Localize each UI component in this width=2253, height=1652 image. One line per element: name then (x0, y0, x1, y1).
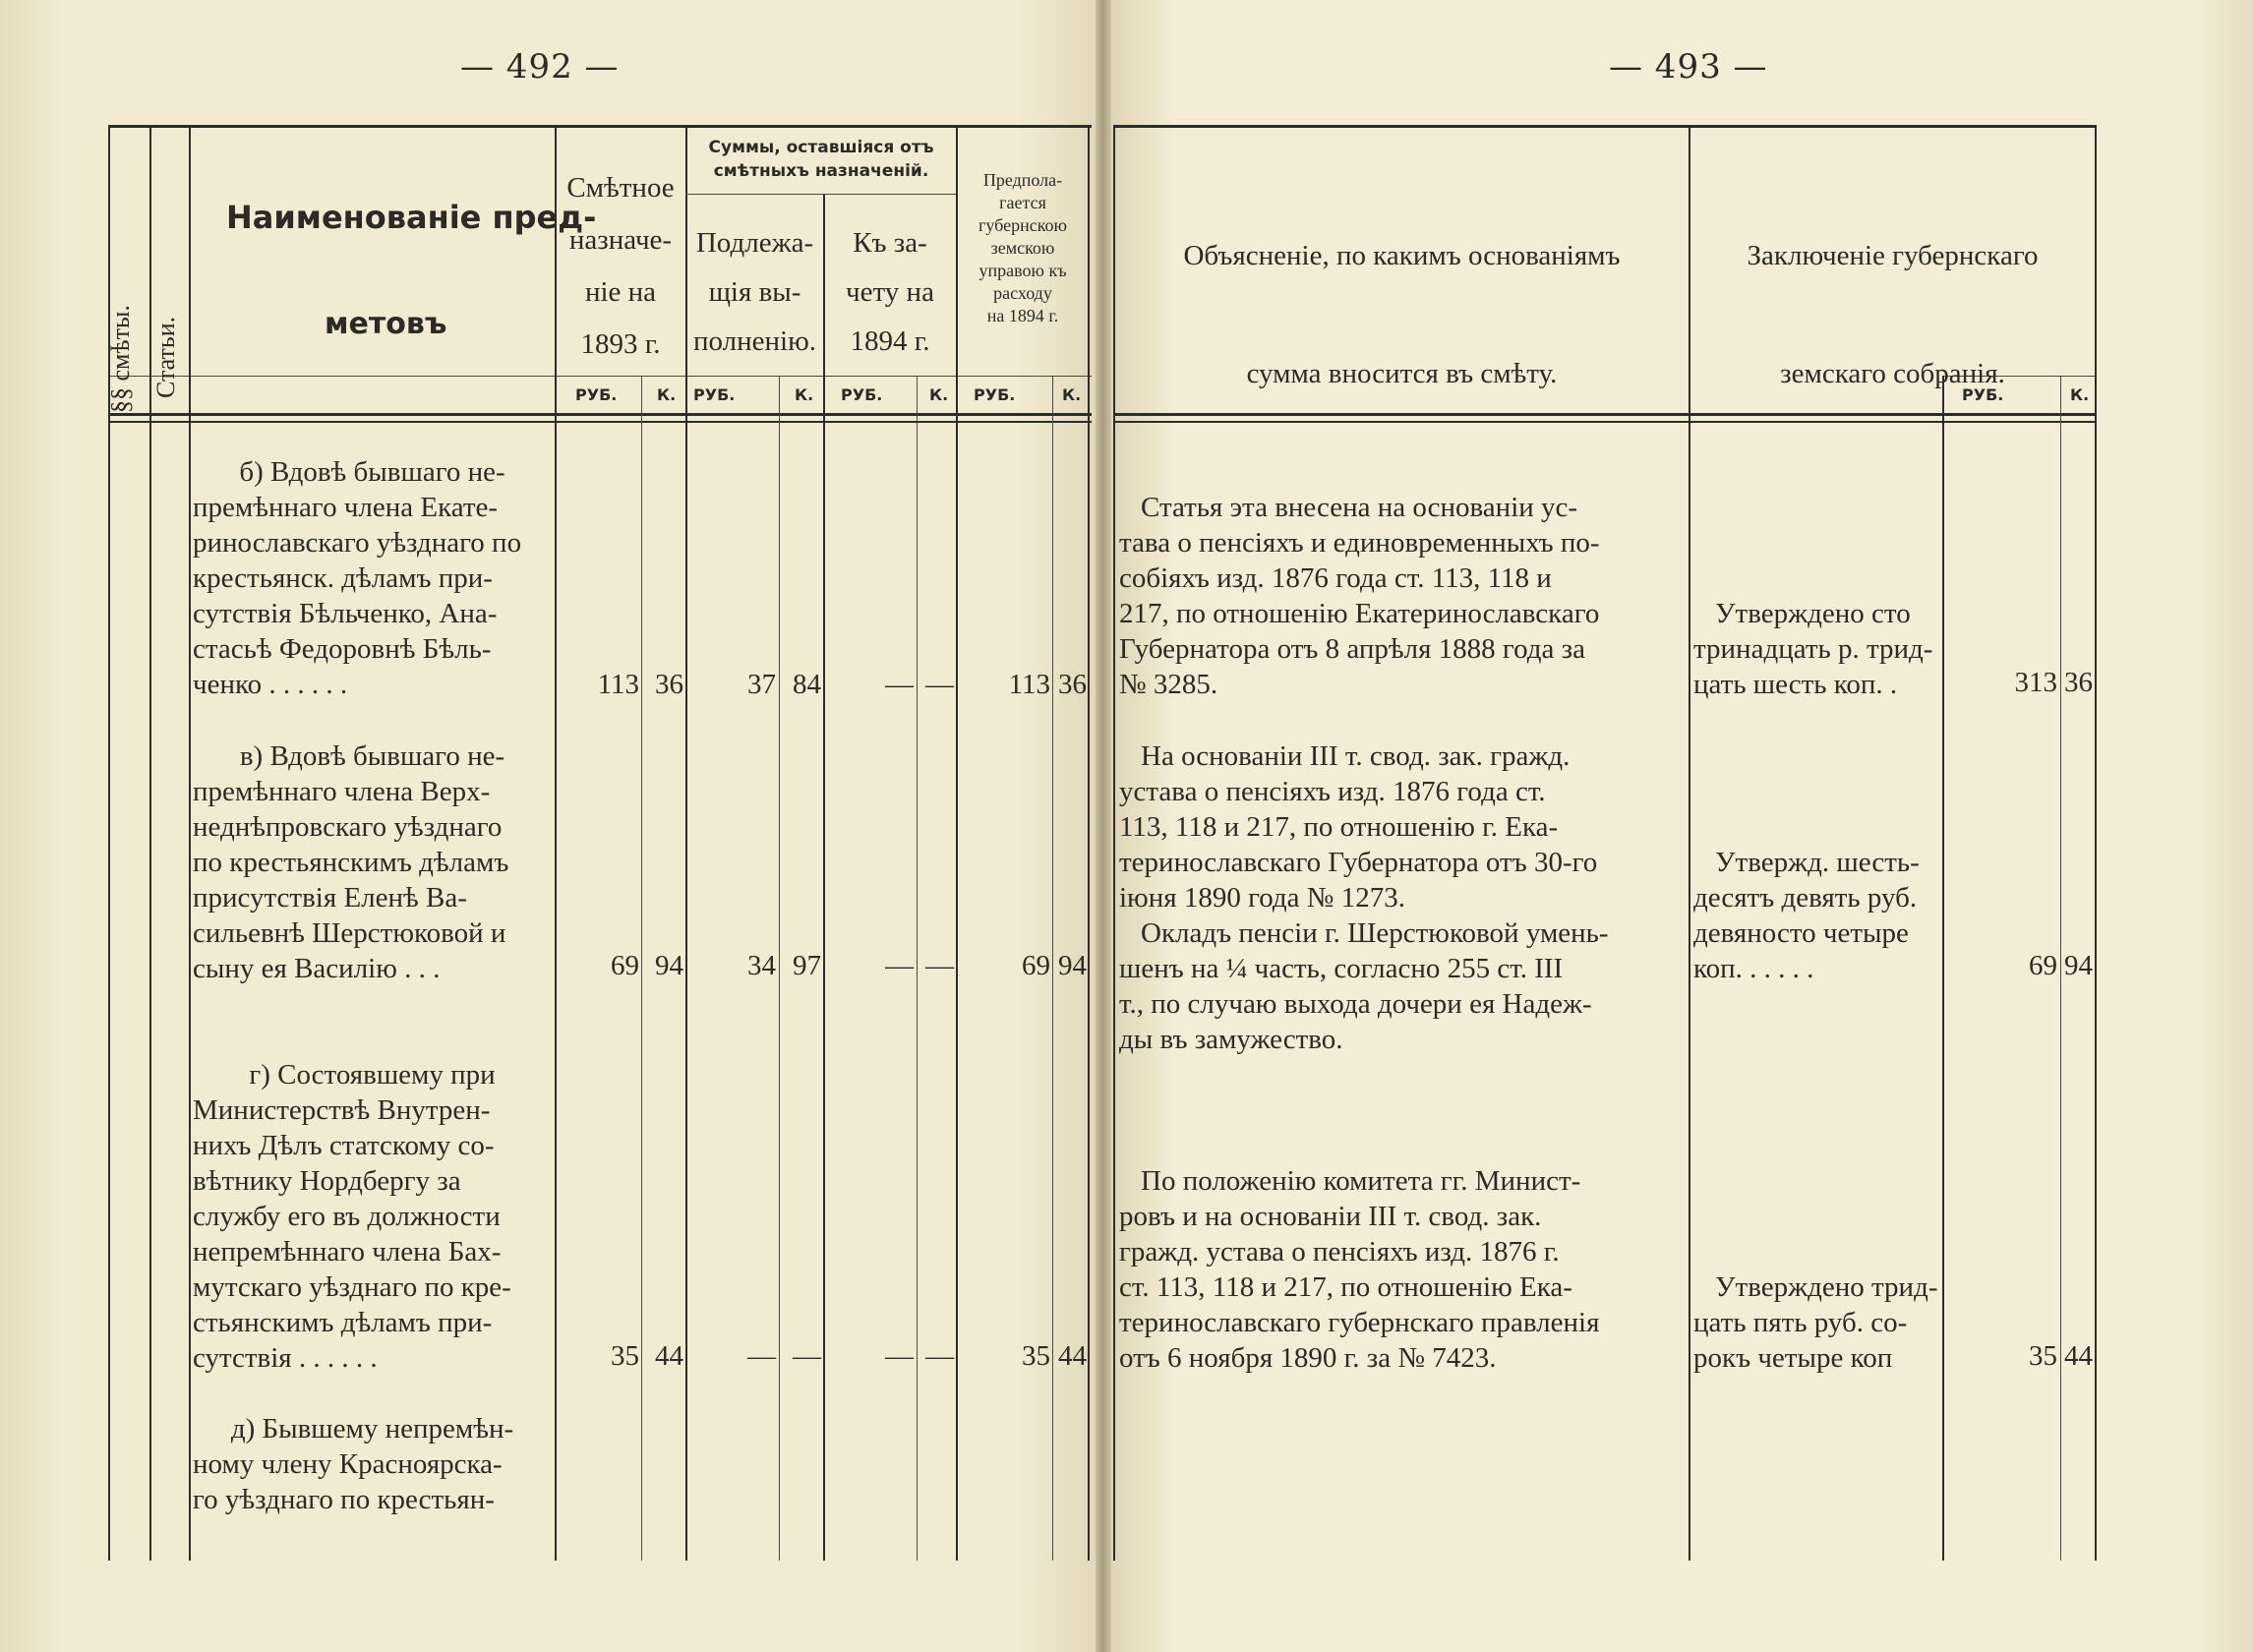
page-number-left: — 492 — (460, 47, 620, 87)
row-b-name: б) Вдовѣ бывшаго не- премѣннаго члена Екате- ринославскаго уѣзднаго по крестьянск. дѣламъ при- сутствія Бѣльченко, Ана- стасьѣ Федоровнѣ Бѣль- ченко . . . . . . (193, 456, 522, 700)
row-b-exec-kop: 84 (793, 669, 821, 700)
row-g-budget-kop: 44 (655, 1340, 683, 1372)
row-b-conclusion: Утверждено сто тринадцать р. трид- цать шесть коп. . (1693, 598, 1933, 700)
row-g-prop-rub: 35 (1022, 1340, 1050, 1372)
row-v-conclusion: Утвержд. шесть- десятъ девять руб. девяносто четыре коп. . . . . . (1693, 847, 1920, 984)
unit-kop: К. (1062, 385, 1082, 404)
row-g-concl-kop: 44 (2064, 1340, 2093, 1372)
row-v-credit-rub: — (885, 950, 914, 981)
row-g-explanation: По положенію комитета гг. Минист- ровъ и на основаніи III т. свод. зак. гражд. устава о пенсіяхъ изд. 1876 г. ст. 113, 118 и 217, по отношенію Ека- теринославскаго губернскаго правленія отъ 6 ноября 1890 г. за № 7423. (1119, 1165, 1600, 1374)
header-explanation: Объясненіе, по какимъ основаніямъ сумма вносится въ смѣту. (1183, 240, 1621, 389)
unit-rub: РУБ. (693, 385, 736, 404)
row-b-concl-kop: 36 (2064, 667, 2093, 698)
header-conclusion: Заключеніе губернскаго земскаго собранія. (1747, 240, 2039, 389)
header-name-line1: Наименованіе пред- (226, 199, 597, 236)
row-v-exec-kop: 97 (793, 950, 821, 981)
header-proposed: Предпола- гается губернскою земскою управою къ расходу на 1894 г. (978, 170, 1067, 325)
unit-kop: К. (2070, 385, 2090, 404)
unit-rub: РУБ. (841, 385, 883, 404)
unit-rub: РУБ. (575, 385, 618, 404)
row-g-prop-kop: 44 (1058, 1340, 1087, 1372)
row-b-explanation: Статья эта внесена на основаніи ус- тава о пенсіяхъ и единовременныхъ по- собіяхъ изд. 1876 года ст. 113, 118 и 217, по отношенію Екатеринославскаго Губернатора отъ 8 апрѣля 1888 года за № 3285. (1119, 492, 1600, 700)
row-v-budget-kop: 94 (655, 950, 683, 981)
row-v-name: в) Вдовѣ бывшаго не- премѣннаго члена Верх- неднѣпровскаго уѣзднаго по крестьянскимъ дѣламъ присутствія Еленѣ Ва- сильевнѣ Шерстюковой и сыну ея Василію . . . (193, 740, 509, 984)
row-v-exec-rub: 34 (747, 950, 776, 981)
row-b-credit-kop: — (925, 669, 954, 700)
row-v-prop-kop: 94 (1058, 950, 1087, 981)
row-v-concl-rub: 69 (2029, 950, 2057, 981)
row-v-credit-kop: — (925, 950, 954, 981)
row-v-concl-kop: 94 (2064, 950, 2093, 981)
row-g-budget-rub: 35 (611, 1340, 639, 1372)
row-d-name: д) Бывшему непремѣн- ному члену Красноярска- го уѣзднаго по крестьян- (193, 1413, 514, 1515)
header-article-col: Статьи. (151, 316, 180, 398)
row-b-concl-rub: 313 (2014, 667, 2057, 698)
header-to-execute: Подлежа- щія вы- полненію. (693, 227, 816, 357)
row-v-budget-rub: 69 (611, 950, 639, 981)
row-g-name: г) Состоявшему при Министерствѣ Внутрен- нихъ Дѣлъ статскому со- вѣтнику Нордбергу за службу его въ должности непремѣннаго члена Бах- мутскаго уѣзднаго по кре- стьянскимъ дѣламъ при- сутствія . . . . . . (193, 1059, 511, 1374)
page-number-right: — 493 — (1609, 47, 1768, 87)
book-spine (1096, 0, 1111, 1652)
unit-kop: К. (795, 385, 814, 404)
header-remaining-group: Суммы, оставшіяся отъ смѣтныхъ назначеній. (708, 138, 934, 181)
unit-kop: К. (929, 385, 949, 404)
unit-rub: РУБ. (1962, 385, 2004, 404)
header-to-credit: Къ за- чету на 1894 г. (846, 227, 934, 357)
row-v-prop-rub: 69 (1022, 950, 1050, 981)
row-g-credit-rub: — (885, 1340, 914, 1372)
header-name-line2: метовъ (325, 307, 447, 341)
row-b-budget-kop: 36 (655, 669, 683, 700)
row-v-explanation: На основаніи III т. свод. зак. гражд. устава о пенсіяхъ изд. 1876 года ст. 113, 118 и 217, по отношенію г. Ека- теринославскаго Губернатора отъ 30-го іюня 1890 года № 1273. Окладъ пенсіи г. Шерстюковой умень- шенъ на ¼ часть, согласно 255 ст. III т., по случаю выхода дочери ея Надеж- ды въ замужество. (1119, 740, 1609, 1055)
row-b-credit-rub: — (885, 669, 914, 700)
row-g-conclusion: Утверждено трид- цать пять руб. со- рокъ четыре коп (1693, 1271, 1938, 1374)
header-budget: Смѣтное назначе- ніе на 1893 г. (566, 172, 675, 360)
row-b-prop-rub: 113 (1008, 669, 1050, 700)
row-g-concl-rub: 35 (2029, 1340, 2057, 1372)
row-g-credit-kop: — (925, 1340, 954, 1372)
header-para-col: §§ смѣты. (106, 305, 135, 413)
row-g-exec-kop: — (793, 1340, 821, 1372)
row-g-exec-rub: — (747, 1340, 776, 1372)
row-b-exec-rub: 37 (747, 669, 776, 700)
unit-rub: РУБ. (974, 385, 1016, 404)
unit-kop: К. (657, 385, 677, 404)
row-b-budget-rub: 113 (597, 669, 639, 700)
row-b-prop-kop: 36 (1058, 669, 1087, 700)
